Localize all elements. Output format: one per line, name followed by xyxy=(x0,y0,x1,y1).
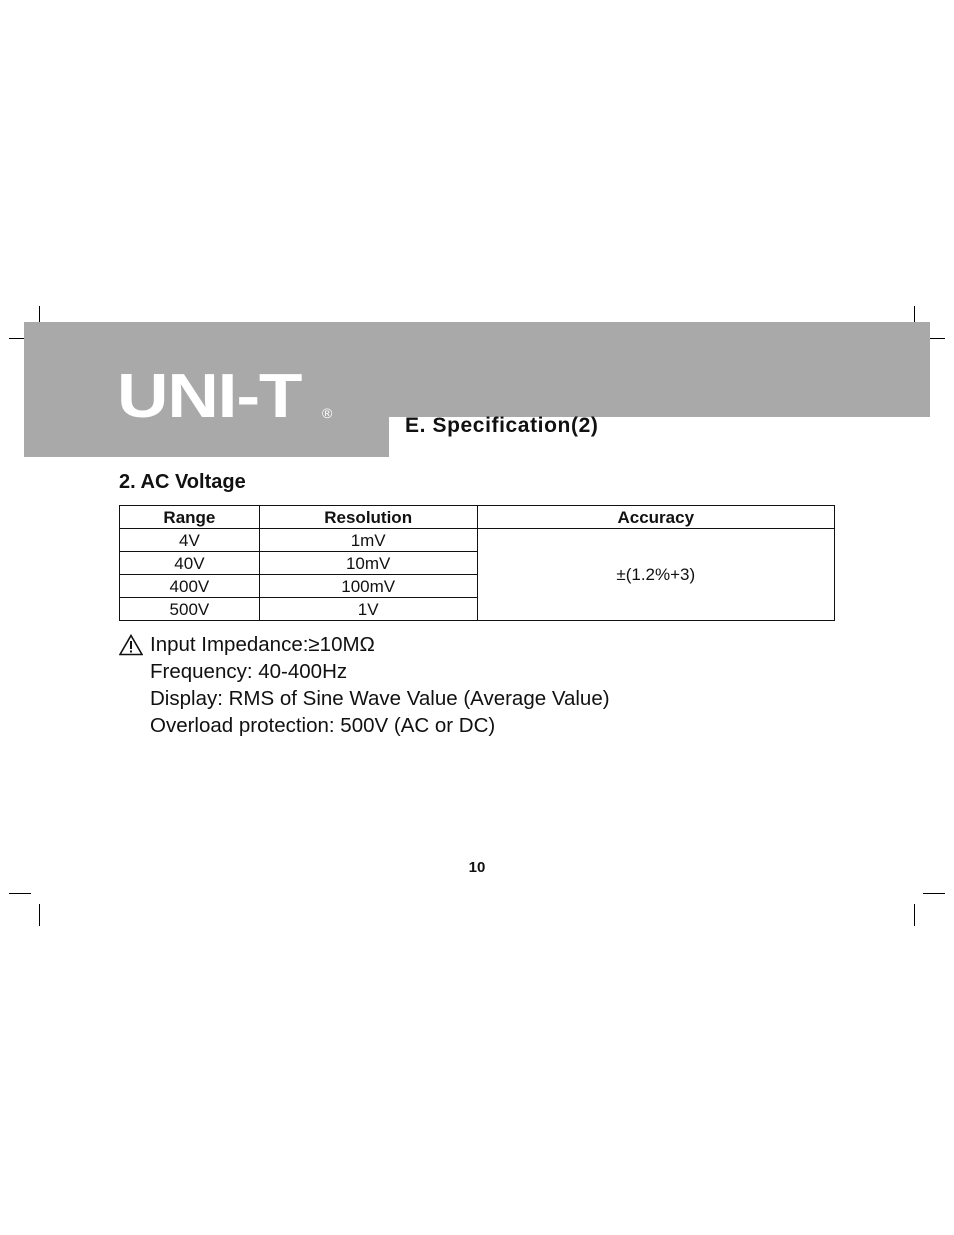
column-header-accuracy: Accuracy xyxy=(477,506,834,529)
note-text: Overload protection: 500V (AC or DC) xyxy=(150,714,496,737)
column-header-resolution: Resolution xyxy=(259,506,477,529)
accuracy-cell: ±(1.2%+3) xyxy=(477,529,834,621)
resolution-cell: 1mV xyxy=(259,529,477,552)
table-header-row xyxy=(120,506,835,529)
page-title: E. Specification(2) xyxy=(405,414,599,437)
crop-mark xyxy=(914,904,915,926)
table-row xyxy=(120,529,835,552)
crop-mark xyxy=(39,904,40,926)
resolution-cell: 10mV xyxy=(259,552,477,575)
range-cell: 500V xyxy=(120,598,260,621)
note-line xyxy=(119,631,610,658)
range-cell: 400V xyxy=(120,575,260,598)
range-cell: 4V xyxy=(120,529,260,552)
spec-table xyxy=(119,505,835,621)
column-header-range: Range xyxy=(120,506,260,529)
registered-mark: ® xyxy=(322,405,333,421)
crop-mark xyxy=(9,893,31,894)
brand-logo: UNI-T xyxy=(117,362,302,431)
note-line xyxy=(119,658,610,685)
crop-mark xyxy=(923,893,945,894)
page-number: 10 xyxy=(468,859,486,876)
note-text: Frequency: 40-400Hz xyxy=(150,660,348,683)
notes-block xyxy=(119,631,610,739)
note-text: Input Impedance:≥10MΩ xyxy=(150,633,375,656)
warning-triangle-icon xyxy=(119,634,143,656)
range-cell: 40V xyxy=(120,552,260,575)
note-text: Display: RMS of Sine Wave Value (Average Value) xyxy=(150,687,610,710)
note-line xyxy=(119,685,610,712)
resolution-cell: 1V xyxy=(259,598,477,621)
resolution-cell: 100mV xyxy=(259,575,477,598)
note-line xyxy=(119,712,610,739)
section-heading: 2. AC Voltage xyxy=(119,471,246,493)
